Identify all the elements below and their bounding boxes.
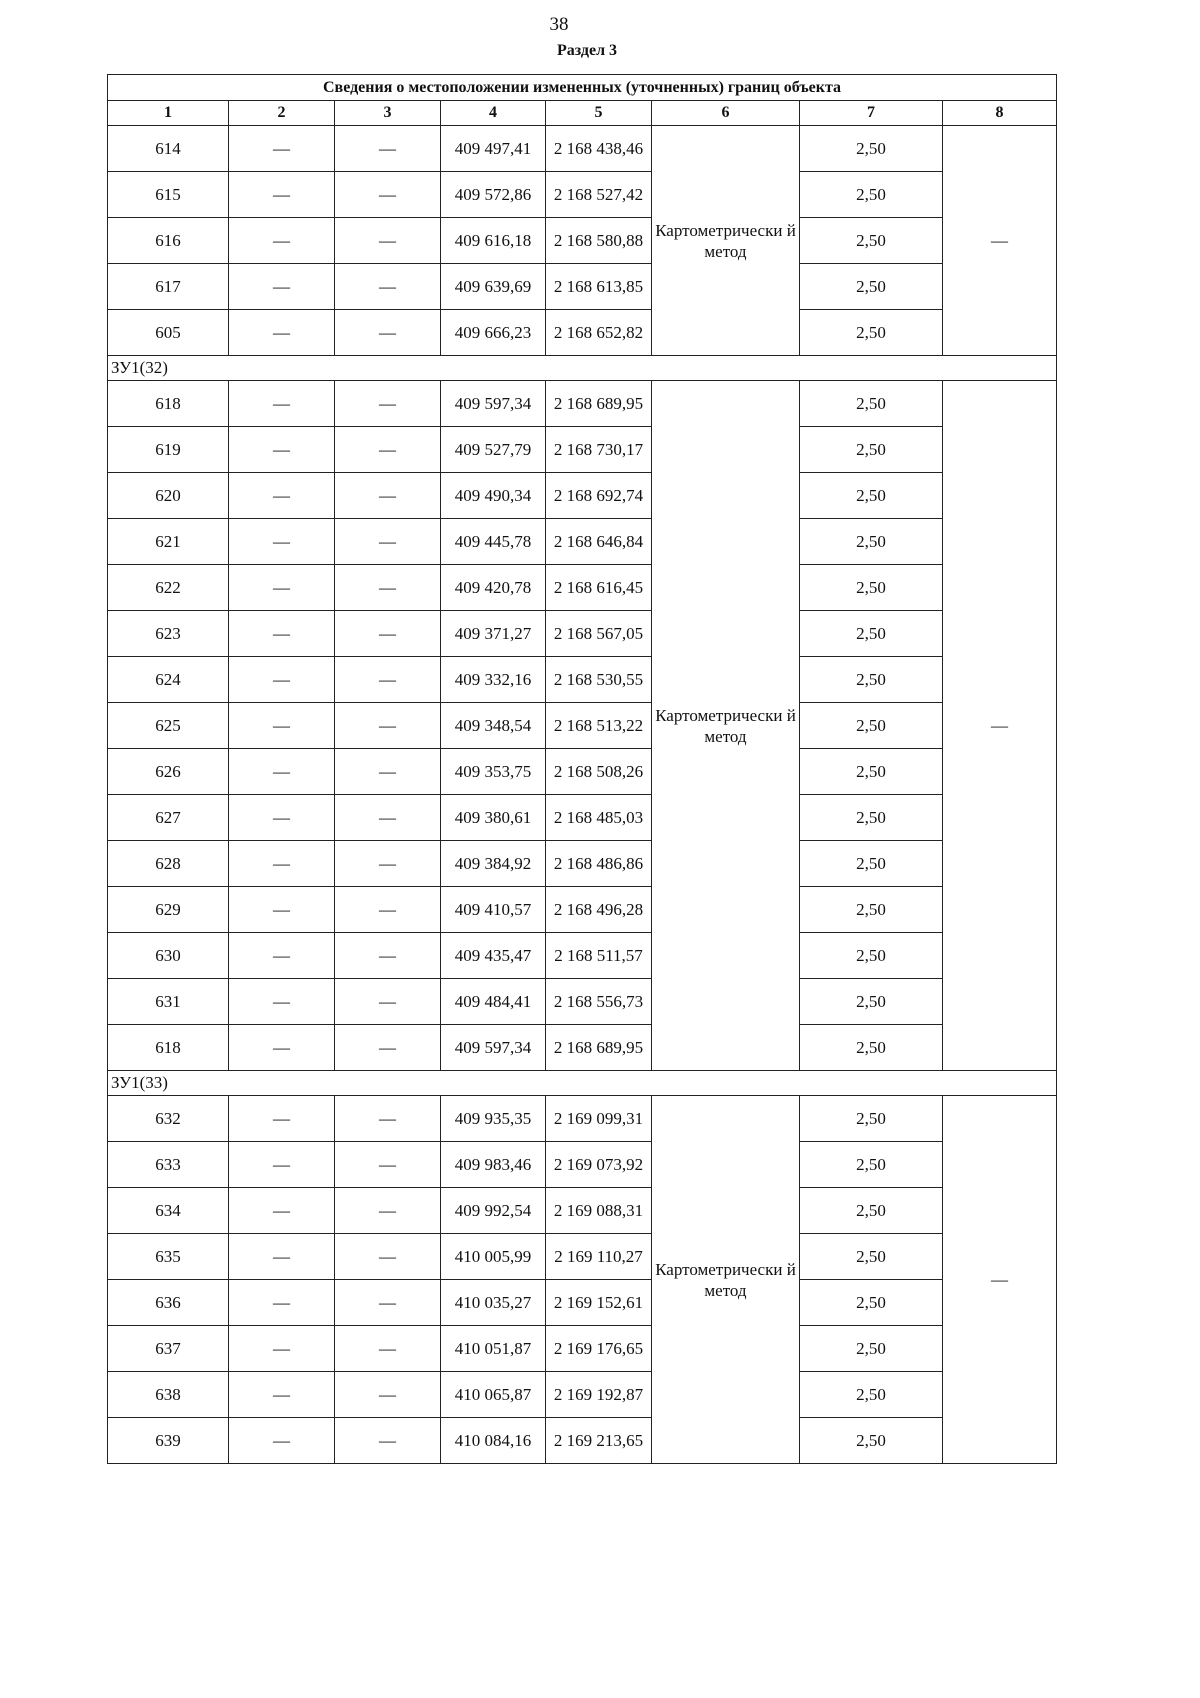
col3-cell: —: [335, 264, 441, 310]
table-row: [108, 1280, 1057, 1326]
table-row: [108, 126, 1057, 172]
y-coordinate-cell: 2 168 486,86: [546, 841, 652, 887]
col7-cell: 2,50: [800, 1372, 943, 1418]
point-number-cell: 630: [108, 933, 229, 979]
col2-cell: —: [229, 1280, 335, 1326]
section-title: Раздел 3: [556, 42, 618, 59]
x-coordinate-cell: 409 992,54: [441, 1188, 546, 1234]
col2-cell: —: [229, 264, 335, 310]
col7-cell: 2,50: [800, 1025, 943, 1071]
x-coordinate-cell: 409 353,75: [441, 749, 546, 795]
x-coordinate-cell: 409 666,23: [441, 310, 546, 356]
table-row: [108, 611, 1057, 657]
column-number: 6: [652, 101, 800, 126]
x-coordinate-cell: 409 410,57: [441, 887, 546, 933]
table-body: [108, 126, 1057, 1464]
parcel-group-label: ЗУ1(32): [108, 356, 1057, 381]
col2-cell: —: [229, 1142, 335, 1188]
x-coordinate-cell: 410 065,87: [441, 1372, 546, 1418]
x-coordinate-cell: 410 035,27: [441, 1280, 546, 1326]
col7-cell: 2,50: [800, 218, 943, 264]
table-row: [108, 749, 1057, 795]
y-coordinate-cell: 2 168 508,26: [546, 749, 652, 795]
point-number-cell: 618: [108, 1025, 229, 1071]
col3-cell: —: [335, 1142, 441, 1188]
y-coordinate-cell: 2 169 110,27: [546, 1234, 652, 1280]
col2-cell: —: [229, 933, 335, 979]
col7-cell: 2,50: [800, 310, 943, 356]
x-coordinate-cell: 409 597,34: [441, 381, 546, 427]
col3-cell: —: [335, 1280, 441, 1326]
point-number-cell: 638: [108, 1372, 229, 1418]
table-row: [108, 795, 1057, 841]
col7-cell: 2,50: [800, 703, 943, 749]
col3-cell: —: [335, 1326, 441, 1372]
x-coordinate-cell: 409 384,92: [441, 841, 546, 887]
parcel-group-row: [108, 1071, 1057, 1096]
parcel-group-row: [108, 356, 1057, 381]
point-number-cell: 628: [108, 841, 229, 887]
table-caption: Сведения о местоположении измененных (уточненных) границ объекта: [108, 75, 1057, 101]
table-row: [108, 1326, 1057, 1372]
col7-cell: 2,50: [800, 1418, 943, 1464]
y-coordinate-cell: 2 168 580,88: [546, 218, 652, 264]
point-number-cell: 635: [108, 1234, 229, 1280]
column-number: 5: [546, 101, 652, 126]
col7-cell: 2,50: [800, 979, 943, 1025]
y-coordinate-cell: 2 169 073,92: [546, 1142, 652, 1188]
col3-cell: —: [335, 749, 441, 795]
y-coordinate-cell: 2 168 530,55: [546, 657, 652, 703]
col7-cell: 2,50: [800, 381, 943, 427]
point-number-cell: 639: [108, 1418, 229, 1464]
table-row: [108, 1188, 1057, 1234]
col3-cell: —: [335, 1234, 441, 1280]
method-cell: Картометрически й метод: [652, 1096, 800, 1464]
col7-cell: 2,50: [800, 1280, 943, 1326]
y-coordinate-cell: 2 168 646,84: [546, 519, 652, 565]
x-coordinate-cell: 409 597,34: [441, 1025, 546, 1071]
col3-cell: —: [335, 887, 441, 933]
method-cell: Картометрически й метод: [652, 381, 800, 1071]
col2-cell: —: [229, 887, 335, 933]
point-number-cell: 616: [108, 218, 229, 264]
x-coordinate-cell: 409 616,18: [441, 218, 546, 264]
col8-cell: —: [943, 381, 1057, 1071]
col3-cell: —: [335, 565, 441, 611]
col2-cell: —: [229, 126, 335, 172]
point-number-cell: 629: [108, 887, 229, 933]
col3-cell: —: [335, 657, 441, 703]
col8-cell: —: [943, 126, 1057, 356]
point-number-cell: 634: [108, 1188, 229, 1234]
table-row: [108, 381, 1057, 427]
parcel-group-label: ЗУ1(33): [108, 1071, 1057, 1096]
y-coordinate-cell: 2 168 511,57: [546, 933, 652, 979]
col7-cell: 2,50: [800, 172, 943, 218]
y-coordinate-cell: 2 168 652,82: [546, 310, 652, 356]
y-coordinate-cell: 2 169 088,31: [546, 1188, 652, 1234]
point-number-cell: 631: [108, 979, 229, 1025]
y-coordinate-cell: 2 168 527,42: [546, 172, 652, 218]
x-coordinate-cell: 409 983,46: [441, 1142, 546, 1188]
x-coordinate-cell: 409 332,16: [441, 657, 546, 703]
point-number-cell: 626: [108, 749, 229, 795]
table-row: [108, 703, 1057, 749]
col3-cell: —: [335, 519, 441, 565]
table-row: [108, 519, 1057, 565]
x-coordinate-cell: 409 935,35: [441, 1096, 546, 1142]
col2-cell: —: [229, 795, 335, 841]
col3-cell: —: [335, 381, 441, 427]
column-number: 2: [229, 101, 335, 126]
table-row: [108, 310, 1057, 356]
table-row: [108, 172, 1057, 218]
col7-cell: 2,50: [800, 749, 943, 795]
col7-cell: 2,50: [800, 1326, 943, 1372]
table-row: [108, 565, 1057, 611]
col3-cell: —: [335, 473, 441, 519]
y-coordinate-cell: 2 168 730,17: [546, 427, 652, 473]
col7-cell: 2,50: [800, 795, 943, 841]
col2-cell: —: [229, 565, 335, 611]
col7-cell: 2,50: [800, 841, 943, 887]
col3-cell: —: [335, 1025, 441, 1071]
col3-cell: —: [335, 979, 441, 1025]
col3-cell: —: [335, 703, 441, 749]
x-coordinate-cell: 409 527,79: [441, 427, 546, 473]
y-coordinate-cell: 2 169 213,65: [546, 1418, 652, 1464]
col7-cell: 2,50: [800, 657, 943, 703]
x-coordinate-cell: 409 420,78: [441, 565, 546, 611]
table-row: [108, 1142, 1057, 1188]
y-coordinate-cell: 2 168 692,74: [546, 473, 652, 519]
col2-cell: —: [229, 1025, 335, 1071]
point-number-cell: 617: [108, 264, 229, 310]
x-coordinate-cell: 409 572,86: [441, 172, 546, 218]
col2-cell: —: [229, 427, 335, 473]
col3-cell: —: [335, 218, 441, 264]
col2-cell: —: [229, 1234, 335, 1280]
col2-cell: —: [229, 473, 335, 519]
y-coordinate-cell: 2 168 496,28: [546, 887, 652, 933]
col3-cell: —: [335, 126, 441, 172]
x-coordinate-cell: 410 005,99: [441, 1234, 546, 1280]
col7-cell: 2,50: [800, 1096, 943, 1142]
col2-cell: —: [229, 218, 335, 264]
table-row: [108, 473, 1057, 519]
col3-cell: —: [335, 1372, 441, 1418]
col3-cell: —: [335, 1096, 441, 1142]
col2-cell: —: [229, 657, 335, 703]
x-coordinate-cell: 410 084,16: [441, 1418, 546, 1464]
point-number-cell: 614: [108, 126, 229, 172]
col7-cell: 2,50: [800, 126, 943, 172]
y-coordinate-cell: 2 169 192,87: [546, 1372, 652, 1418]
col7-cell: 2,50: [800, 565, 943, 611]
col3-cell: —: [335, 427, 441, 473]
y-coordinate-cell: 2 168 613,85: [546, 264, 652, 310]
col7-cell: 2,50: [800, 933, 943, 979]
col2-cell: —: [229, 611, 335, 657]
col7-cell: 2,50: [800, 1142, 943, 1188]
col2-cell: —: [229, 310, 335, 356]
x-coordinate-cell: 409 380,61: [441, 795, 546, 841]
col2-cell: —: [229, 1372, 335, 1418]
col7-cell: 2,50: [800, 473, 943, 519]
x-coordinate-cell: 409 445,78: [441, 519, 546, 565]
y-coordinate-cell: 2 168 689,95: [546, 381, 652, 427]
col2-cell: —: [229, 1326, 335, 1372]
col7-cell: 2,50: [800, 264, 943, 310]
point-number-cell: 623: [108, 611, 229, 657]
col3-cell: —: [335, 1418, 441, 1464]
table-row: [108, 657, 1057, 703]
x-coordinate-cell: 409 497,41: [441, 126, 546, 172]
column-number: 3: [335, 101, 441, 126]
col7-cell: 2,50: [800, 519, 943, 565]
col3-cell: —: [335, 933, 441, 979]
x-coordinate-cell: 409 371,27: [441, 611, 546, 657]
table-row: [108, 1025, 1057, 1071]
table-row: [108, 1234, 1057, 1280]
col3-cell: —: [335, 841, 441, 887]
method-cell: Картометрически й метод: [652, 126, 800, 356]
table-row: [108, 841, 1057, 887]
point-number-cell: 618: [108, 381, 229, 427]
col8-cell: —: [943, 1096, 1057, 1464]
x-coordinate-cell: 409 639,69: [441, 264, 546, 310]
table-row: [108, 979, 1057, 1025]
point-number-cell: 621: [108, 519, 229, 565]
y-coordinate-cell: 2 168 616,45: [546, 565, 652, 611]
y-coordinate-cell: 2 168 567,05: [546, 611, 652, 657]
table-row: [108, 1096, 1057, 1142]
col3-cell: —: [335, 611, 441, 657]
y-coordinate-cell: 2 169 176,65: [546, 1326, 652, 1372]
point-number-cell: 637: [108, 1326, 229, 1372]
x-coordinate-cell: 409 435,47: [441, 933, 546, 979]
table-row: [108, 264, 1057, 310]
point-number-cell: 627: [108, 795, 229, 841]
y-coordinate-cell: 2 168 485,03: [546, 795, 652, 841]
column-number: 1: [108, 101, 229, 126]
col2-cell: —: [229, 1096, 335, 1142]
point-number-cell: 633: [108, 1142, 229, 1188]
col3-cell: —: [335, 795, 441, 841]
table-row: [108, 933, 1057, 979]
boundary-coordinates-table: [107, 74, 1057, 1464]
col3-cell: —: [335, 1188, 441, 1234]
col7-cell: 2,50: [800, 1188, 943, 1234]
table-row: [108, 427, 1057, 473]
x-coordinate-cell: 409 484,41: [441, 979, 546, 1025]
point-number-cell: 622: [108, 565, 229, 611]
page-number: 38: [549, 14, 569, 35]
table-row: [108, 218, 1057, 264]
point-number-cell: 636: [108, 1280, 229, 1326]
col2-cell: —: [229, 172, 335, 218]
col2-cell: —: [229, 703, 335, 749]
y-coordinate-cell: 2 168 689,95: [546, 1025, 652, 1071]
point-number-cell: 605: [108, 310, 229, 356]
table-row: [108, 1418, 1057, 1464]
col7-cell: 2,50: [800, 427, 943, 473]
x-coordinate-cell: 410 051,87: [441, 1326, 546, 1372]
table-row: [108, 887, 1057, 933]
col3-cell: —: [335, 310, 441, 356]
column-number: 4: [441, 101, 546, 126]
col2-cell: —: [229, 979, 335, 1025]
column-number: 7: [800, 101, 943, 126]
col2-cell: —: [229, 381, 335, 427]
col2-cell: —: [229, 749, 335, 795]
column-number-row: [108, 101, 1057, 126]
y-coordinate-cell: 2 168 513,22: [546, 703, 652, 749]
y-coordinate-cell: 2 168 556,73: [546, 979, 652, 1025]
y-coordinate-cell: 2 169 152,61: [546, 1280, 652, 1326]
y-coordinate-cell: 2 168 438,46: [546, 126, 652, 172]
col2-cell: —: [229, 519, 335, 565]
y-coordinate-cell: 2 169 099,31: [546, 1096, 652, 1142]
point-number-cell: 624: [108, 657, 229, 703]
x-coordinate-cell: 409 348,54: [441, 703, 546, 749]
col3-cell: —: [335, 172, 441, 218]
col2-cell: —: [229, 841, 335, 887]
x-coordinate-cell: 409 490,34: [441, 473, 546, 519]
col2-cell: —: [229, 1418, 335, 1464]
point-number-cell: 625: [108, 703, 229, 749]
point-number-cell: 620: [108, 473, 229, 519]
col7-cell: 2,50: [800, 1234, 943, 1280]
table-row: [108, 1372, 1057, 1418]
point-number-cell: 619: [108, 427, 229, 473]
column-number: 8: [943, 101, 1057, 126]
point-number-cell: 632: [108, 1096, 229, 1142]
col2-cell: —: [229, 1188, 335, 1234]
point-number-cell: 615: [108, 172, 229, 218]
col7-cell: 2,50: [800, 611, 943, 657]
col7-cell: 2,50: [800, 887, 943, 933]
